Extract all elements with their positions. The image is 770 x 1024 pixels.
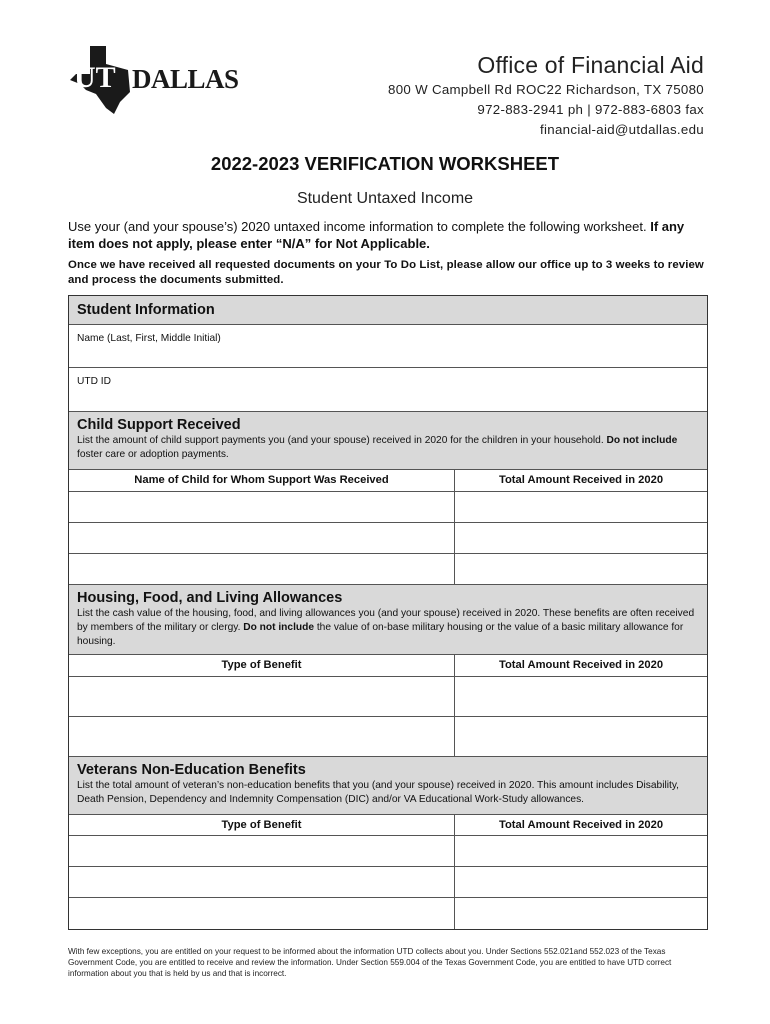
child-name-column-header: Name of Child for Whom Support Was Received (69, 470, 455, 491)
worksheet-subtitle: Student Untaxed Income (296, 190, 474, 207)
table-row (69, 554, 707, 585)
veterans-amount-cell[interactable] (455, 898, 707, 929)
table-row (69, 492, 707, 523)
child-name-cell[interactable] (69, 554, 455, 584)
veterans-title: Veterans Non-Education Benefits (77, 762, 306, 778)
logo-ut-text: UT (74, 61, 116, 94)
table-row (69, 523, 707, 554)
housing-amount-column-header: Total Amount Received in 2020 (498, 659, 664, 671)
office-title: Office of Financial Aid (477, 52, 704, 78)
child-amount-cell[interactable] (455, 523, 707, 553)
worksheet-title: 2022-2023 VERIFICATION WORKSHEET (210, 153, 560, 174)
veterans-table-header (69, 815, 707, 836)
housing-type-column-header: Type of Benefit (69, 655, 455, 676)
veterans-amount-cell[interactable] (455, 867, 707, 897)
utd-id-field-label: UTD ID (77, 376, 111, 387)
table-row (69, 717, 707, 757)
veterans-type-cell[interactable] (69, 867, 455, 897)
housing-type-cell[interactable] (69, 677, 455, 716)
housing-type-cell[interactable] (69, 717, 455, 756)
student-info-header (69, 296, 707, 325)
child-amount-cell[interactable] (455, 492, 707, 522)
name-field[interactable] (69, 325, 707, 368)
table-row (69, 867, 707, 898)
child-name-cell[interactable] (69, 523, 455, 553)
child-support-description: List the amount of child support payments you (and your spouse) received in 2020 for the children in your household. Do not include foster care or adoption payments. (77, 435, 678, 460)
intro-bold-text: If any item does not apply, please enter “N/A” for Not Applicable. (68, 219, 685, 251)
table-row (69, 836, 707, 867)
housing-header (69, 585, 707, 655)
veterans-amount-cell[interactable] (455, 836, 707, 866)
name-field-label: Name (Last, First, Middle Initial) (77, 333, 221, 344)
student-info-title: Student Information (77, 302, 215, 318)
housing-table-header (69, 655, 707, 677)
intro-paragraph (68, 218, 708, 252)
veterans-type-column-header: Type of Benefit (69, 815, 455, 835)
utd-id-field[interactable] (69, 368, 707, 412)
worksheet-form (68, 295, 708, 930)
processing-notice: Once we have received all requested documents on your To Do List, please allow our office up to 3 weeks to review and process the documents submitted. (68, 259, 704, 286)
utd-logo (66, 44, 256, 116)
veterans-header (69, 757, 707, 815)
veterans-type-cell[interactable] (69, 836, 455, 866)
housing-amount-cell[interactable] (455, 717, 707, 756)
child-support-table-header (69, 470, 707, 492)
child-amount-column-header: Total Amount Received in 2020 (498, 474, 664, 486)
office-address: 800 W Campbell Rd ROC22 Richardson, TX 75080 (388, 82, 704, 97)
housing-title: Housing, Food, and Living Allowances (77, 590, 343, 606)
child-support-header (69, 412, 707, 470)
veterans-description: List the total amount of veteran’s non-education benefits that you (and your spouse) received in 2020. This amount includes Disability, Death Pension, Dependency and Indemnity Compensation (DIC) and/or VA Educational Work-Study allowances. (77, 780, 679, 805)
logo-dallas-text: DALLAS (132, 64, 239, 94)
table-row (69, 898, 707, 929)
veterans-amount-column-header: Total Amount Received in 2020 (498, 819, 664, 831)
housing-amount-cell[interactable] (455, 677, 707, 716)
privacy-footer: With few exceptions, you are entitled on your request to be informed about the information UTD collects about you. Under Sections 552.021and 552.023 of the Texas Government Code, you are entitled to receive and review the information. Under Section 559.004 of the Texas Government Code, you are entitled to have UTD correct information about you that is held by us and that is incorrect. (68, 947, 672, 978)
table-row (69, 677, 707, 717)
office-phones: 972-883-2941 ph | 972-883-6803 fax (477, 102, 704, 117)
intro-text: Use your (and your spouse’s) 2020 untaxed income information to complete the following worksheet. (68, 219, 651, 234)
child-amount-cell[interactable] (455, 554, 707, 584)
office-email[interactable]: financial-aid@utdallas.edu (540, 122, 704, 137)
child-support-title: Child Support Received (77, 417, 241, 433)
housing-description: List the cash value of the housing, food, and living allowances you (and your spouse) received in 2020. These benefits are often received by members of the military or clergy. Do not include the value of on-base military housing or the value of a basic military allowance for housing. (77, 608, 695, 647)
veterans-type-cell[interactable] (69, 898, 455, 929)
child-name-cell[interactable] (69, 492, 455, 522)
